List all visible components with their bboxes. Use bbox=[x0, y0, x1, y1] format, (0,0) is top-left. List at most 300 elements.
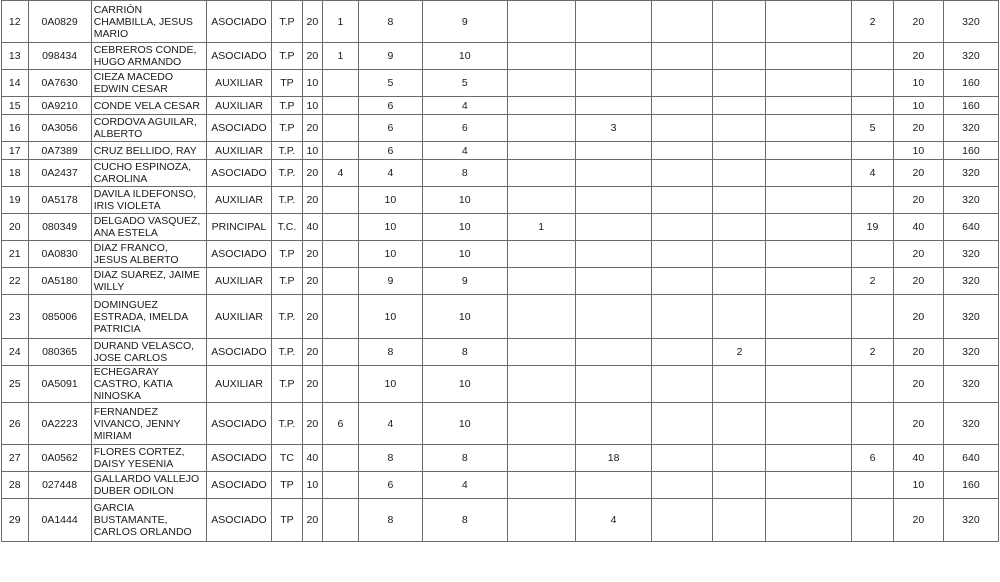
weekly-hours-cell: 20 bbox=[302, 115, 322, 142]
col-11-cell: 320 bbox=[943, 295, 998, 339]
col-3-cell: 4 bbox=[422, 142, 507, 160]
weekly-hours-cell: 20 bbox=[302, 160, 322, 187]
col-11-cell: 160 bbox=[943, 142, 998, 160]
teacher-name-cell: CONDE VELA CESAR bbox=[91, 97, 206, 115]
table-row bbox=[2, 160, 999, 187]
col-8-cell bbox=[766, 43, 852, 70]
col-2-cell: 8 bbox=[358, 499, 422, 542]
teacher-name-cell: CRUZ BELLIDO, RAY bbox=[91, 142, 206, 160]
row-number-cell: 16 bbox=[2, 115, 29, 142]
weekly-hours-cell: 10 bbox=[302, 70, 322, 97]
col-4-cell bbox=[507, 445, 575, 472]
col-6-cell bbox=[652, 1, 713, 43]
col-6-cell bbox=[652, 142, 713, 160]
col-1-cell: 1 bbox=[323, 43, 359, 70]
dedication-cell: T.C. bbox=[272, 214, 303, 241]
col-7-cell: 2 bbox=[713, 339, 766, 366]
category-cell: AUXILIAR bbox=[206, 142, 271, 160]
col-10-cell: 20 bbox=[893, 43, 943, 70]
category-cell: ASOCIADO bbox=[206, 445, 271, 472]
col-9-cell: 6 bbox=[852, 445, 894, 472]
row-number-cell: 28 bbox=[2, 472, 29, 499]
col-6-cell bbox=[652, 187, 713, 214]
category-cell: ASOCIADO bbox=[206, 472, 271, 499]
category-cell: ASOCIADO bbox=[206, 1, 271, 43]
teacher-code-cell: 0A2223 bbox=[28, 403, 91, 445]
col-1-cell bbox=[323, 268, 359, 295]
weekly-hours-cell: 20 bbox=[302, 366, 322, 403]
teacher-code-cell: 0A3056 bbox=[28, 115, 91, 142]
weekly-hours-cell: 40 bbox=[302, 445, 322, 472]
col-2-cell: 4 bbox=[358, 160, 422, 187]
col-3-cell: 10 bbox=[422, 241, 507, 268]
col-8-cell bbox=[766, 160, 852, 187]
teacher-name-cell: CORDOVA AGUILAR, ALBERTO bbox=[91, 115, 206, 142]
col-1-cell bbox=[323, 241, 359, 268]
table-row bbox=[2, 339, 999, 366]
weekly-hours-cell: 20 bbox=[302, 268, 322, 295]
col-10-cell: 40 bbox=[893, 214, 943, 241]
teacher-code-cell: 0A5180 bbox=[28, 268, 91, 295]
col-4-cell bbox=[507, 366, 575, 403]
col-3-cell: 8 bbox=[422, 160, 507, 187]
teacher-name-cell: FERNANDEZ VIVANCO, JENNY MIRIAM bbox=[91, 403, 206, 445]
col-6-cell bbox=[652, 160, 713, 187]
teacher-code-cell: 0A7389 bbox=[28, 142, 91, 160]
faculty-hours-table bbox=[1, 0, 999, 542]
col-1-cell bbox=[323, 70, 359, 97]
col-10-cell: 40 bbox=[893, 445, 943, 472]
row-number-cell: 18 bbox=[2, 160, 29, 187]
category-cell: AUXILIAR bbox=[206, 295, 271, 339]
category-cell: AUXILIAR bbox=[206, 366, 271, 403]
table-row bbox=[2, 97, 999, 115]
table-row bbox=[2, 472, 999, 499]
col-10-cell: 10 bbox=[893, 70, 943, 97]
category-cell: AUXILIAR bbox=[206, 187, 271, 214]
col-1-cell bbox=[323, 214, 359, 241]
col-4-cell bbox=[507, 70, 575, 97]
col-2-cell: 8 bbox=[358, 1, 422, 43]
col-11-cell: 320 bbox=[943, 403, 998, 445]
col-4-cell bbox=[507, 268, 575, 295]
weekly-hours-cell: 10 bbox=[302, 97, 322, 115]
col-7-cell bbox=[713, 142, 766, 160]
category-cell: AUXILIAR bbox=[206, 97, 271, 115]
col-3-cell: 6 bbox=[422, 115, 507, 142]
col-6-cell bbox=[652, 472, 713, 499]
teacher-code-cell: 080365 bbox=[28, 339, 91, 366]
col-7-cell bbox=[713, 115, 766, 142]
col-10-cell: 10 bbox=[893, 142, 943, 160]
col-8-cell bbox=[766, 472, 852, 499]
col-4-cell: 1 bbox=[507, 214, 575, 241]
col-4-cell bbox=[507, 142, 575, 160]
col-8-cell bbox=[766, 115, 852, 142]
col-8-cell bbox=[766, 97, 852, 115]
col-4-cell bbox=[507, 499, 575, 542]
col-8-cell bbox=[766, 499, 852, 542]
col-9-cell: 2 bbox=[852, 339, 894, 366]
col-7-cell bbox=[713, 187, 766, 214]
col-6-cell bbox=[652, 214, 713, 241]
col-7-cell bbox=[713, 403, 766, 445]
col-2-cell: 10 bbox=[358, 214, 422, 241]
col-9-cell: 2 bbox=[852, 1, 894, 43]
teacher-code-cell: 0A0830 bbox=[28, 241, 91, 268]
col-6-cell bbox=[652, 115, 713, 142]
col-5-cell bbox=[575, 339, 651, 366]
col-1-cell: 6 bbox=[323, 403, 359, 445]
col-5-cell bbox=[575, 268, 651, 295]
table-row bbox=[2, 268, 999, 295]
category-cell: ASOCIADO bbox=[206, 160, 271, 187]
col-7-cell bbox=[713, 445, 766, 472]
col-7-cell bbox=[713, 366, 766, 403]
table-row bbox=[2, 499, 999, 542]
col-4-cell bbox=[507, 43, 575, 70]
row-number-cell: 14 bbox=[2, 70, 29, 97]
col-8-cell bbox=[766, 187, 852, 214]
col-8-cell bbox=[766, 268, 852, 295]
weekly-hours-cell: 20 bbox=[302, 43, 322, 70]
dedication-cell: T.P bbox=[272, 43, 303, 70]
row-number-cell: 26 bbox=[2, 403, 29, 445]
dedication-cell: T.P bbox=[272, 115, 303, 142]
category-cell: ASOCIADO bbox=[206, 403, 271, 445]
col-4-cell bbox=[507, 339, 575, 366]
teacher-name-cell: DURAND VELASCO, JOSE CARLOS bbox=[91, 339, 206, 366]
table-row bbox=[2, 142, 999, 160]
col-11-cell: 320 bbox=[943, 1, 998, 43]
teacher-name-cell: FLORES CORTEZ, DAISY YESENIA bbox=[91, 445, 206, 472]
col-1-cell bbox=[323, 472, 359, 499]
col-4-cell bbox=[507, 97, 575, 115]
col-3-cell: 5 bbox=[422, 70, 507, 97]
col-6-cell bbox=[652, 295, 713, 339]
col-2-cell: 6 bbox=[358, 472, 422, 499]
row-number-cell: 29 bbox=[2, 499, 29, 542]
dedication-cell: TP bbox=[272, 70, 303, 97]
dedication-cell: T.P. bbox=[272, 187, 303, 214]
table-row bbox=[2, 403, 999, 445]
col-11-cell: 320 bbox=[943, 366, 998, 403]
col-11-cell: 160 bbox=[943, 472, 998, 499]
col-1-cell: 4 bbox=[323, 160, 359, 187]
dedication-cell: T.P. bbox=[272, 295, 303, 339]
teacher-name-cell: DAVILA ILDEFONSO, IRIS VIOLETA bbox=[91, 187, 206, 214]
teacher-name-cell: GALLARDO VALLEJO DUBER ODILON bbox=[91, 472, 206, 499]
teacher-code-cell: 0A9210 bbox=[28, 97, 91, 115]
col-2-cell: 9 bbox=[358, 43, 422, 70]
col-5-cell bbox=[575, 187, 651, 214]
col-2-cell: 6 bbox=[358, 142, 422, 160]
col-5-cell bbox=[575, 1, 651, 43]
teacher-code-cell: 0A0562 bbox=[28, 445, 91, 472]
col-2-cell: 6 bbox=[358, 97, 422, 115]
col-10-cell: 20 bbox=[893, 366, 943, 403]
weekly-hours-cell: 20 bbox=[302, 187, 322, 214]
weekly-hours-cell: 20 bbox=[302, 339, 322, 366]
col-7-cell bbox=[713, 1, 766, 43]
col-2-cell: 10 bbox=[358, 187, 422, 214]
category-cell: PRINCIPAL bbox=[206, 214, 271, 241]
col-11-cell: 160 bbox=[943, 97, 998, 115]
col-1-cell bbox=[323, 445, 359, 472]
col-6-cell bbox=[652, 241, 713, 268]
col-10-cell: 10 bbox=[893, 472, 943, 499]
col-6-cell bbox=[652, 339, 713, 366]
col-3-cell: 8 bbox=[422, 499, 507, 542]
row-number-cell: 21 bbox=[2, 241, 29, 268]
col-10-cell: 20 bbox=[893, 499, 943, 542]
teacher-code-cell: 080349 bbox=[28, 214, 91, 241]
col-5-cell bbox=[575, 241, 651, 268]
col-5-cell bbox=[575, 160, 651, 187]
col-3-cell: 9 bbox=[422, 268, 507, 295]
teacher-code-cell: 0A7630 bbox=[28, 70, 91, 97]
teacher-name-cell: DELGADO VASQUEZ, ANA ESTELA bbox=[91, 214, 206, 241]
col-2-cell: 10 bbox=[358, 366, 422, 403]
col-6-cell bbox=[652, 70, 713, 97]
row-number-cell: 19 bbox=[2, 187, 29, 214]
row-number-cell: 24 bbox=[2, 339, 29, 366]
col-6-cell bbox=[652, 268, 713, 295]
col-11-cell: 320 bbox=[943, 268, 998, 295]
col-6-cell bbox=[652, 366, 713, 403]
dedication-cell: TP bbox=[272, 472, 303, 499]
col-11-cell: 320 bbox=[943, 187, 998, 214]
col-5-cell bbox=[575, 214, 651, 241]
col-8-cell bbox=[766, 445, 852, 472]
table-row bbox=[2, 115, 999, 142]
col-11-cell: 320 bbox=[943, 339, 998, 366]
col-3-cell: 10 bbox=[422, 403, 507, 445]
col-1-cell bbox=[323, 115, 359, 142]
weekly-hours-cell: 10 bbox=[302, 472, 322, 499]
row-number-cell: 17 bbox=[2, 142, 29, 160]
col-6-cell bbox=[652, 499, 713, 542]
col-5-cell bbox=[575, 70, 651, 97]
col-8-cell bbox=[766, 241, 852, 268]
col-8-cell bbox=[766, 1, 852, 43]
teacher-name-cell: DIAZ FRANCO, JESUS ALBERTO bbox=[91, 241, 206, 268]
col-3-cell: 4 bbox=[422, 97, 507, 115]
col-2-cell: 10 bbox=[358, 295, 422, 339]
weekly-hours-cell: 10 bbox=[302, 142, 322, 160]
col-9-cell bbox=[852, 70, 894, 97]
col-7-cell bbox=[713, 70, 766, 97]
col-1-cell bbox=[323, 142, 359, 160]
col-9-cell bbox=[852, 97, 894, 115]
category-cell: ASOCIADO bbox=[206, 241, 271, 268]
row-number-cell: 12 bbox=[2, 1, 29, 43]
teacher-name-cell: DOMINGUEZ ESTRADA, IMELDA PATRICIA bbox=[91, 295, 206, 339]
weekly-hours-cell: 20 bbox=[302, 499, 322, 542]
col-9-cell bbox=[852, 43, 894, 70]
col-6-cell bbox=[652, 43, 713, 70]
dedication-cell: T.P. bbox=[272, 403, 303, 445]
col-5-cell bbox=[575, 472, 651, 499]
col-7-cell bbox=[713, 499, 766, 542]
col-7-cell bbox=[713, 43, 766, 70]
teacher-name-cell: CUCHO ESPINOZA, CAROLINA bbox=[91, 160, 206, 187]
category-cell: AUXILIAR bbox=[206, 268, 271, 295]
col-2-cell: 9 bbox=[358, 268, 422, 295]
col-5-cell: 4 bbox=[575, 499, 651, 542]
col-6-cell bbox=[652, 403, 713, 445]
teacher-code-cell: 0A1444 bbox=[28, 499, 91, 542]
teacher-code-cell: 0A2437 bbox=[28, 160, 91, 187]
weekly-hours-cell: 20 bbox=[302, 241, 322, 268]
col-9-cell bbox=[852, 499, 894, 542]
teacher-name-cell: CEBREROS CONDE, HUGO ARMANDO bbox=[91, 43, 206, 70]
col-8-cell bbox=[766, 214, 852, 241]
col-9-cell: 5 bbox=[852, 115, 894, 142]
col-8-cell bbox=[766, 339, 852, 366]
col-8-cell bbox=[766, 70, 852, 97]
col-7-cell bbox=[713, 295, 766, 339]
col-9-cell bbox=[852, 187, 894, 214]
dedication-cell: T.P bbox=[272, 1, 303, 43]
table-row bbox=[2, 214, 999, 241]
teacher-code-cell: 027448 bbox=[28, 472, 91, 499]
teacher-code-cell: 085006 bbox=[28, 295, 91, 339]
col-5-cell: 3 bbox=[575, 115, 651, 142]
col-11-cell: 320 bbox=[943, 499, 998, 542]
weekly-hours-cell: 20 bbox=[302, 403, 322, 445]
dedication-cell: T.P bbox=[272, 97, 303, 115]
col-4-cell bbox=[507, 472, 575, 499]
col-8-cell bbox=[766, 142, 852, 160]
col-7-cell bbox=[713, 472, 766, 499]
col-1-cell bbox=[323, 187, 359, 214]
category-cell: ASOCIADO bbox=[206, 499, 271, 542]
dedication-cell: TC bbox=[272, 445, 303, 472]
dedication-cell: T.P. bbox=[272, 160, 303, 187]
col-3-cell: 8 bbox=[422, 445, 507, 472]
teacher-name-cell: GARCIA BUSTAMANTE, CARLOS ORLANDO bbox=[91, 499, 206, 542]
row-number-cell: 27 bbox=[2, 445, 29, 472]
col-1-cell bbox=[323, 295, 359, 339]
col-3-cell: 9 bbox=[422, 1, 507, 43]
col-2-cell: 6 bbox=[358, 115, 422, 142]
col-2-cell: 4 bbox=[358, 403, 422, 445]
col-9-cell: 2 bbox=[852, 268, 894, 295]
col-7-cell bbox=[713, 160, 766, 187]
col-1-cell bbox=[323, 97, 359, 115]
col-4-cell bbox=[507, 115, 575, 142]
col-10-cell: 20 bbox=[893, 115, 943, 142]
col-9-cell bbox=[852, 472, 894, 499]
col-5-cell: 18 bbox=[575, 445, 651, 472]
col-3-cell: 8 bbox=[422, 339, 507, 366]
table-row bbox=[2, 366, 999, 403]
table-row bbox=[2, 445, 999, 472]
col-2-cell: 5 bbox=[358, 70, 422, 97]
col-11-cell: 320 bbox=[943, 115, 998, 142]
col-3-cell: 10 bbox=[422, 366, 507, 403]
col-5-cell bbox=[575, 366, 651, 403]
table-row bbox=[2, 187, 999, 214]
col-11-cell: 160 bbox=[943, 70, 998, 97]
col-3-cell: 4 bbox=[422, 472, 507, 499]
col-4-cell bbox=[507, 1, 575, 43]
teacher-code-cell: 0A5178 bbox=[28, 187, 91, 214]
col-5-cell bbox=[575, 43, 651, 70]
col-3-cell: 10 bbox=[422, 295, 507, 339]
dedication-cell: T.P. bbox=[272, 339, 303, 366]
col-6-cell bbox=[652, 97, 713, 115]
col-4-cell bbox=[507, 403, 575, 445]
row-number-cell: 22 bbox=[2, 268, 29, 295]
col-8-cell bbox=[766, 295, 852, 339]
col-11-cell: 320 bbox=[943, 43, 998, 70]
dedication-cell: T.P bbox=[272, 268, 303, 295]
col-2-cell: 8 bbox=[358, 339, 422, 366]
table-row bbox=[2, 70, 999, 97]
col-10-cell: 20 bbox=[893, 339, 943, 366]
dedication-cell: T.P. bbox=[272, 142, 303, 160]
col-2-cell: 8 bbox=[358, 445, 422, 472]
col-9-cell: 4 bbox=[852, 160, 894, 187]
teacher-code-cell: 098434 bbox=[28, 43, 91, 70]
category-cell: ASOCIADO bbox=[206, 339, 271, 366]
col-10-cell: 20 bbox=[893, 187, 943, 214]
col-8-cell bbox=[766, 403, 852, 445]
teacher-code-cell: 0A5091 bbox=[28, 366, 91, 403]
col-5-cell bbox=[575, 295, 651, 339]
col-1-cell bbox=[323, 366, 359, 403]
row-number-cell: 20 bbox=[2, 214, 29, 241]
col-9-cell bbox=[852, 241, 894, 268]
col-1-cell: 1 bbox=[323, 1, 359, 43]
teacher-name-cell: CARRIÓN CHAMBILLA, JESUS MARIO bbox=[91, 1, 206, 43]
dedication-cell: T.P bbox=[272, 366, 303, 403]
dedication-cell: TP bbox=[272, 499, 303, 542]
col-5-cell bbox=[575, 97, 651, 115]
col-2-cell: 10 bbox=[358, 241, 422, 268]
col-7-cell bbox=[713, 268, 766, 295]
col-7-cell bbox=[713, 241, 766, 268]
weekly-hours-cell: 20 bbox=[302, 295, 322, 339]
table-row bbox=[2, 1, 999, 43]
col-4-cell bbox=[507, 295, 575, 339]
col-3-cell: 10 bbox=[422, 43, 507, 70]
row-number-cell: 23 bbox=[2, 295, 29, 339]
col-11-cell: 320 bbox=[943, 160, 998, 187]
col-10-cell: 20 bbox=[893, 241, 943, 268]
col-3-cell: 10 bbox=[422, 214, 507, 241]
col-10-cell: 20 bbox=[893, 403, 943, 445]
col-9-cell bbox=[852, 295, 894, 339]
row-number-cell: 15 bbox=[2, 97, 29, 115]
col-1-cell bbox=[323, 339, 359, 366]
col-9-cell bbox=[852, 366, 894, 403]
col-4-cell bbox=[507, 241, 575, 268]
col-1-cell bbox=[323, 499, 359, 542]
table-row bbox=[2, 295, 999, 339]
col-7-cell bbox=[713, 214, 766, 241]
col-10-cell: 10 bbox=[893, 97, 943, 115]
col-8-cell bbox=[766, 366, 852, 403]
category-cell: ASOCIADO bbox=[206, 115, 271, 142]
teacher-name-cell: DIAZ SUAREZ, JAIME WILLY bbox=[91, 268, 206, 295]
row-number-cell: 25 bbox=[2, 366, 29, 403]
col-11-cell: 640 bbox=[943, 445, 998, 472]
col-10-cell: 20 bbox=[893, 268, 943, 295]
teacher-code-cell: 0A0829 bbox=[28, 1, 91, 43]
